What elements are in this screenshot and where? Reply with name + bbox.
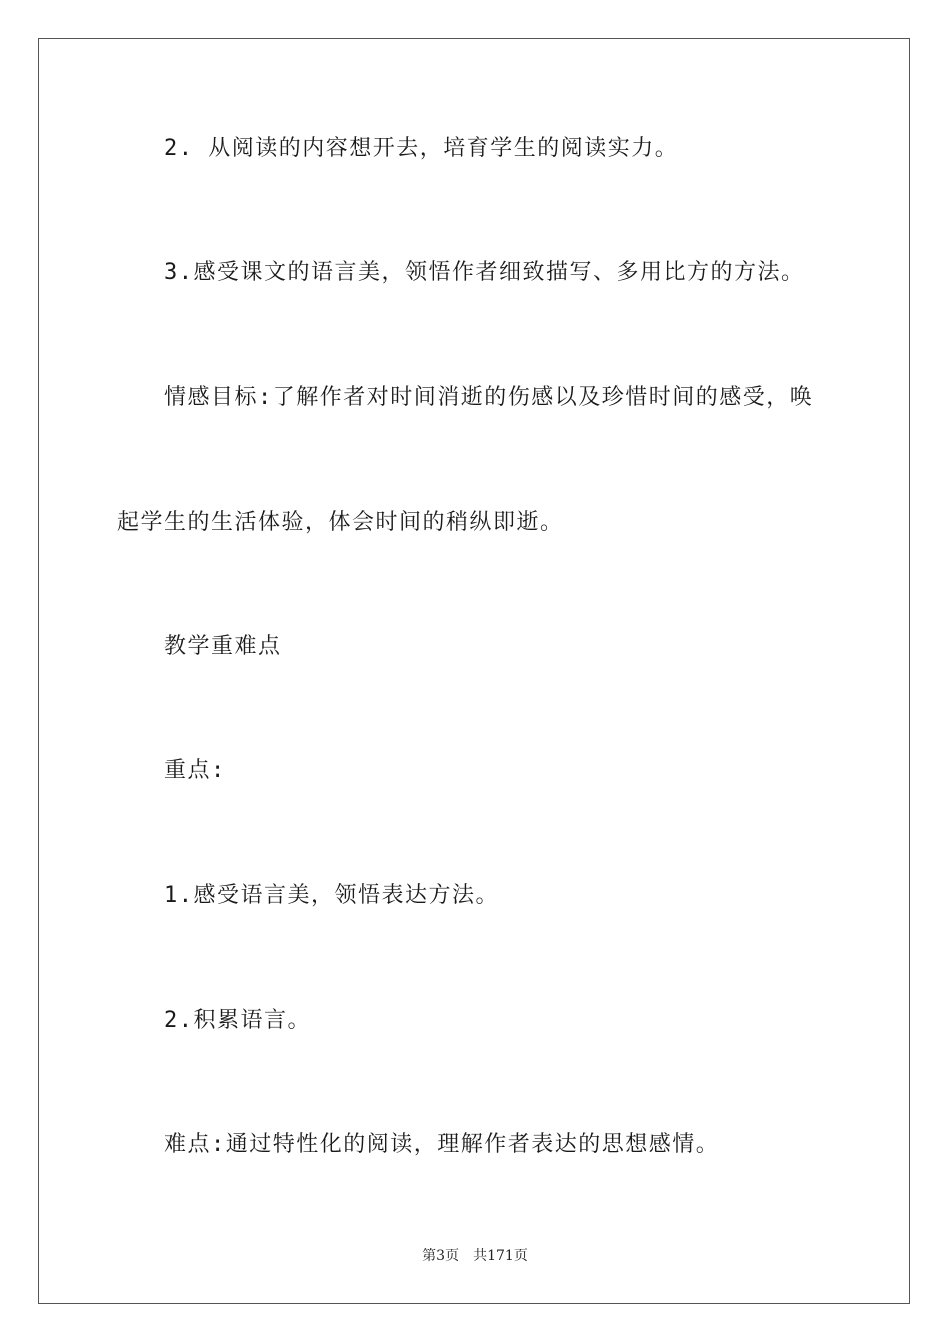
body-line-7: 1.感受语言美，领悟表达方法。 — [164, 883, 499, 908]
body-line-6: 重点: — [164, 758, 226, 783]
page-total: 共171页 — [473, 1248, 528, 1264]
page-number: 第3页 — [422, 1248, 460, 1264]
body-line-2: 3.感受课文的语言美，领悟作者细致描写、多用比方的方法。 — [164, 260, 805, 285]
body-line-3: 情感目标:了解作者对时间消逝的伤感以及珍惜时间的感受，唤 — [164, 385, 814, 410]
page-border — [38, 38, 910, 1304]
page-footer — [0, 1246, 950, 1266]
body-line-1: 2. 从阅读的内容想开去，培育学生的阅读实力。 — [164, 136, 679, 161]
body-line-4: 起学生的生活体验，体会时间的稍纵即逝。 — [117, 510, 564, 535]
section-heading: 教学重难点 — [164, 634, 282, 659]
body-line-9: 难点:通过特性化的阅读，理解作者表达的思想感情。 — [164, 1132, 720, 1157]
body-line-8: 2.积累语言。 — [164, 1008, 311, 1033]
